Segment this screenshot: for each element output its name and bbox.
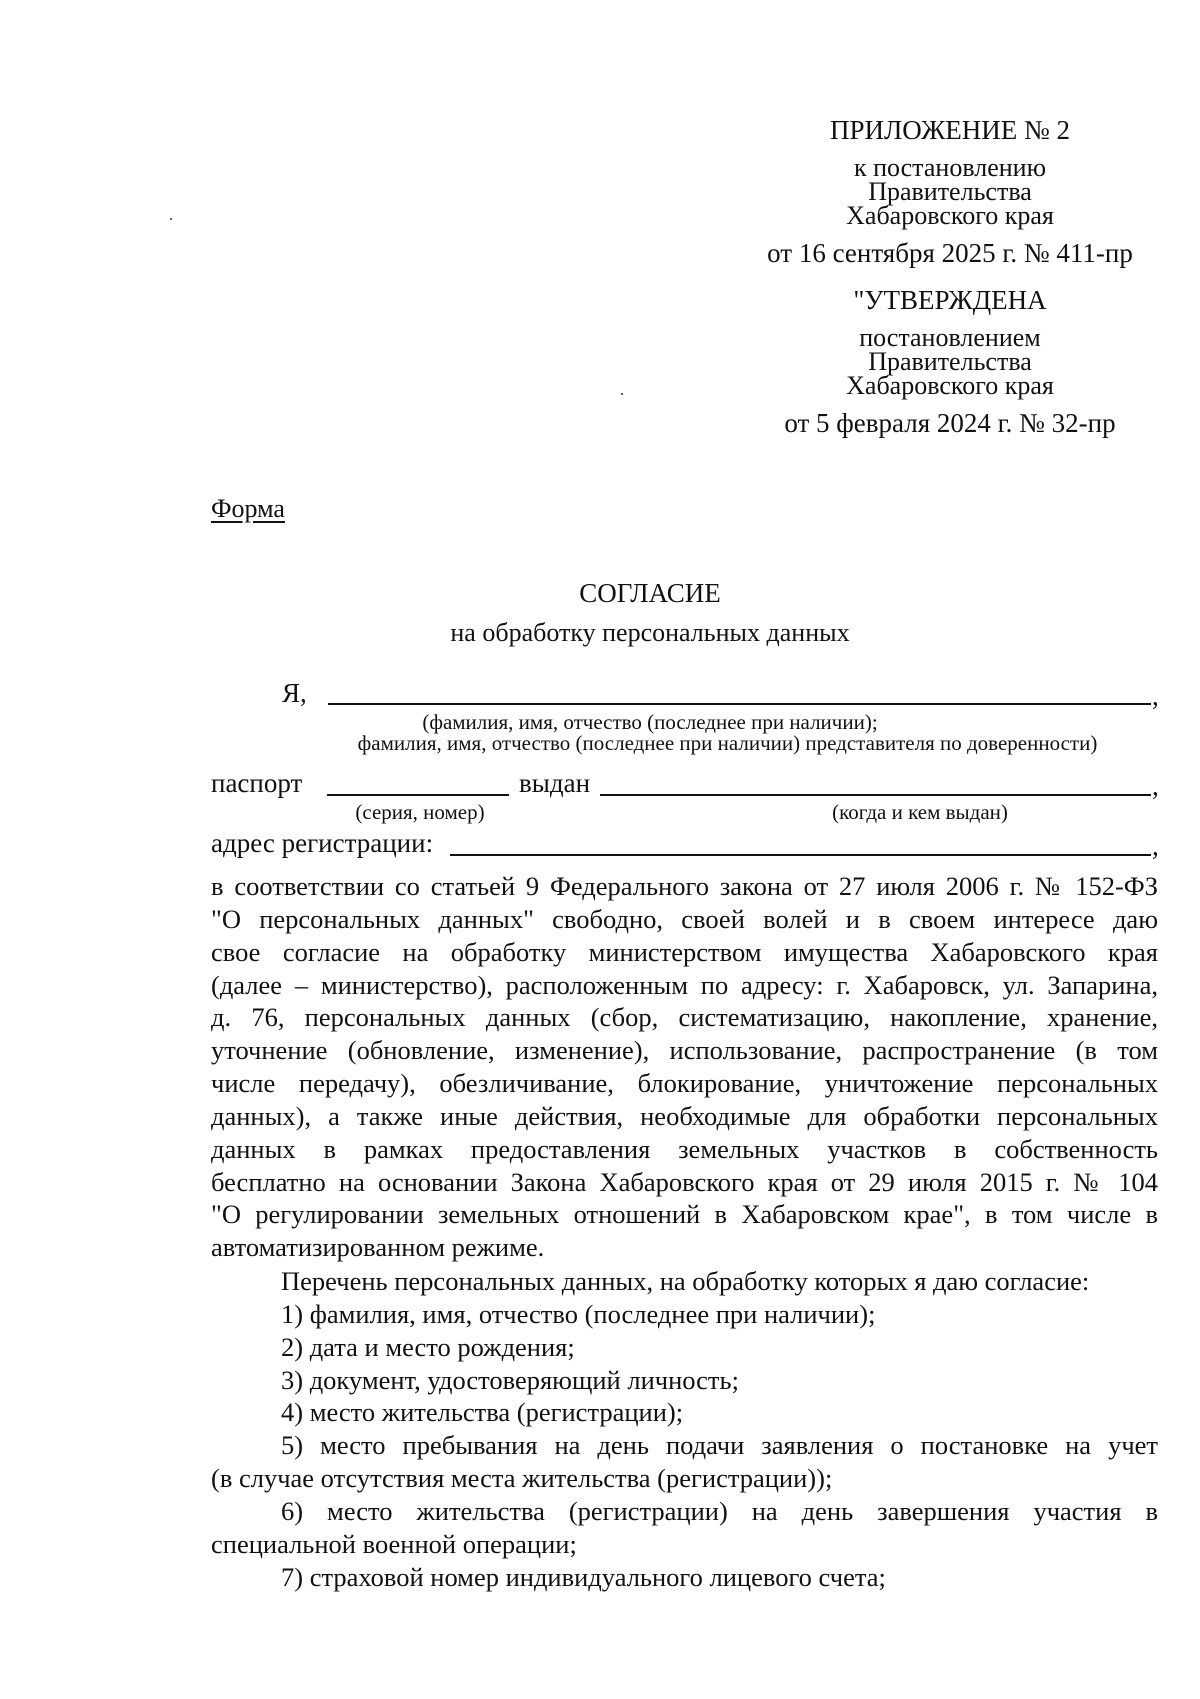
body-line: данных), а также иные действия, необходимые для обработки персональных	[211, 1101, 1158, 1131]
list-item-4: 4) место жительства (регистрации);	[281, 1397, 684, 1427]
body-line: бесплатно на основании Закона Хабаровского края от 29 июля 2015 г. № 104	[211, 1167, 1158, 1197]
scan-speck	[170, 218, 172, 220]
appendix-heading: ПРИЛОЖЕНИЕ № 2	[829, 115, 1071, 145]
list-item-5-line-2: (в случае отсутствия места жительства (регистрации));	[211, 1463, 833, 1493]
body-line: числе передачу), обезличивание, блокирование, уничтожение персональных	[211, 1068, 1158, 1098]
list-item-5-line-1: 5) место пребывания на день подачи заявления о постановке на учет	[281, 1430, 1158, 1460]
to-resolution-line-1: к постановлению	[853, 153, 1047, 182]
passport-number-field[interactable]	[327, 794, 509, 796]
approved-date: от 5 февраля 2024 г. № 32-пр	[784, 408, 1116, 438]
body-line: автоматизированном режиме.	[211, 1232, 545, 1262]
list-item-6-line-1: 6) место жительства (регистрации) на день завершения участия в	[281, 1496, 1158, 1526]
name-hint-line-2: фамилия, имя, отчество (последнее при наличии) представителя по доверенности)	[357, 731, 1098, 755]
document-subtitle: на обработку персональных данных	[450, 618, 850, 647]
issued-comma: ,	[1152, 771, 1159, 801]
issued-hint: (когда и кем выдан)	[832, 800, 1008, 824]
scan-speck	[621, 393, 623, 395]
name-hint-line-1: (фамилия, имя, отчество (последнее при наличии);	[422, 710, 878, 734]
approved-by-line-3: Хабаровского края	[846, 371, 1054, 400]
body-line: "О персональных данных" свободно, своей волей и в своем интересе даю	[211, 904, 1158, 934]
body-line: в соответствии со статьей 9 Федерального закона от 27 июля 2006 г. № 152-ФЗ	[211, 871, 1158, 901]
address-label: адрес регистрации:	[211, 828, 434, 858]
approved-heading: "УТВЕРЖДЕНА	[853, 285, 1047, 315]
list-intro: Перечень персональных данных, на обработку которых я даю согласие:	[281, 1266, 1090, 1296]
approved-by-line-1: постановлением	[859, 323, 1041, 352]
list-item-2: 2) дата и место рождения;	[281, 1332, 575, 1362]
body-line: "О регулировании земельных отношений в Хабаровском крае", в том числе в	[211, 1199, 1158, 1229]
list-item-1: 1) фамилия, имя, отчество (последнее при наличии);	[281, 1299, 876, 1329]
issued-by-field[interactable]	[600, 794, 1151, 796]
i-label: Я,	[282, 678, 307, 708]
form-label: Форма	[211, 494, 285, 523]
body-line: уточнение (обновление, изменение), использование, распространение (в том	[211, 1035, 1158, 1065]
issued-label: выдан	[519, 768, 591, 798]
approved-by-line-2: Правительства	[868, 347, 1032, 376]
passport-hint: (серия, номер)	[355, 800, 485, 824]
passport-label: паспорт	[211, 768, 303, 798]
list-item-6-line-2: специальной военной операции;	[211, 1529, 577, 1559]
to-resolution-line-2: Правительства	[868, 177, 1032, 206]
document-title: СОГЛАСИЕ	[579, 578, 721, 608]
name-comma: ,	[1152, 681, 1159, 711]
body-line: свое согласие на обработку министерством имущества Хабаровского края	[211, 937, 1158, 967]
body-line: данных в рамках предоставления земельных участков в собственность	[211, 1134, 1158, 1164]
address-comma: ,	[1152, 831, 1159, 861]
body-line: (далее – министерство), расположенным по адресу: г. Хабаровск, ул. Запарина,	[211, 970, 1158, 1000]
registration-address-field[interactable]	[450, 854, 1151, 856]
resolution-date: от 16 сентября 2025 г. № 411-пр	[767, 238, 1133, 268]
to-resolution-line-3: Хабаровского края	[846, 201, 1054, 230]
list-item-3: 3) документ, удостоверяющий личность;	[281, 1365, 739, 1395]
full-name-field[interactable]	[328, 703, 1151, 705]
list-item-7: 7) страховой номер индивидуального лицевого счета;	[281, 1562, 886, 1592]
body-line: д. 76, персональных данных (сбор, систематизацию, накопление, хранение,	[211, 1002, 1158, 1032]
